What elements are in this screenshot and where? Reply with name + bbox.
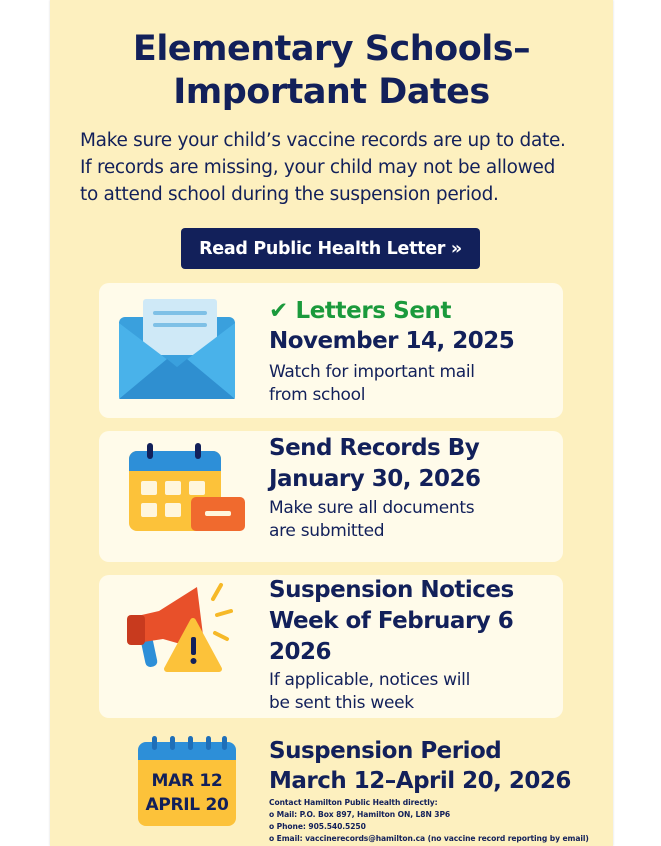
suspension-period-section [269, 736, 589, 845]
calendar-badge-line-2: APRIL 20 [145, 795, 229, 815]
send-records-date: January 30, 2026 [269, 466, 481, 492]
flyer-page [50, 0, 613, 846]
envelope-icon [117, 297, 239, 403]
contact-email: o Email: vaccinerecords@hamilton.ca (no vaccine record reporting by email) [269, 834, 589, 843]
title-line-1: Elementary Schools– [132, 29, 531, 69]
calendar-ring [206, 736, 211, 750]
send-records-note-line-2: are submitted [269, 521, 385, 541]
suspension-period-heading: Suspension Period [269, 738, 502, 764]
megaphone-warning-icon [123, 581, 243, 681]
calendar-ring [188, 736, 193, 750]
contact-info [269, 797, 589, 845]
calendar-ring [152, 736, 157, 750]
letters-sent-date: November 14, 2025 [269, 328, 515, 354]
contact-intro: Contact Hamilton Public Health directly: [269, 798, 438, 807]
calendar-ring [170, 736, 175, 750]
send-records-note [269, 497, 557, 543]
calendar-body [138, 760, 236, 826]
suspension-period-calendar-icon [138, 742, 236, 826]
suspension-notices-note-line-2: be sent this week [269, 693, 414, 713]
suspension-notices-heading: Suspension Notices [269, 577, 514, 603]
letters-sent-note [269, 361, 557, 407]
intro-line-1: Make sure your child’s vaccine records are up to date. [80, 130, 566, 151]
read-letter-button[interactable] [181, 228, 480, 269]
read-letter-label: Read Public Health Letter » [199, 238, 462, 259]
letters-sent-heading: ✔ Letters Sent [269, 298, 452, 324]
send-records-note-line-1: Make sure all documents [269, 498, 475, 518]
contact-mail: o Mail: P.O. Box 897, Hamilton ON, L8N 3P6 [269, 810, 451, 819]
calendar-ring [222, 736, 227, 750]
send-records-card [99, 431, 563, 562]
send-records-heading: Send Records By [269, 435, 480, 461]
suspension-notices-note-line-1: If applicable, notices will [269, 670, 470, 690]
calendar-badge-line-1: MAR 12 [151, 771, 223, 791]
suspension-notices-date-line-2: 2026 [269, 639, 332, 665]
suspension-notices-note [269, 669, 557, 715]
suspension-period-date: March 12–April 20, 2026 [269, 768, 571, 794]
suspension-notices-card [99, 575, 563, 718]
page-title [50, 28, 613, 114]
suspension-notices-date-line-1: Week of February 6 [269, 608, 514, 634]
intro-text [80, 127, 590, 208]
intro-line-2: If records are missing, your child may not be allowed [80, 157, 556, 178]
letters-sent-note-line-1: Watch for important mail [269, 362, 475, 382]
title-line-2: Important Dates [173, 72, 490, 112]
letters-sent-card [99, 283, 563, 418]
contact-phone: o Phone: 905.540.5250 [269, 822, 366, 831]
calendar-icon [127, 441, 247, 537]
intro-line-3: to attend school during the suspension period. [80, 184, 499, 205]
letters-sent-note-line-2: from school [269, 385, 366, 405]
